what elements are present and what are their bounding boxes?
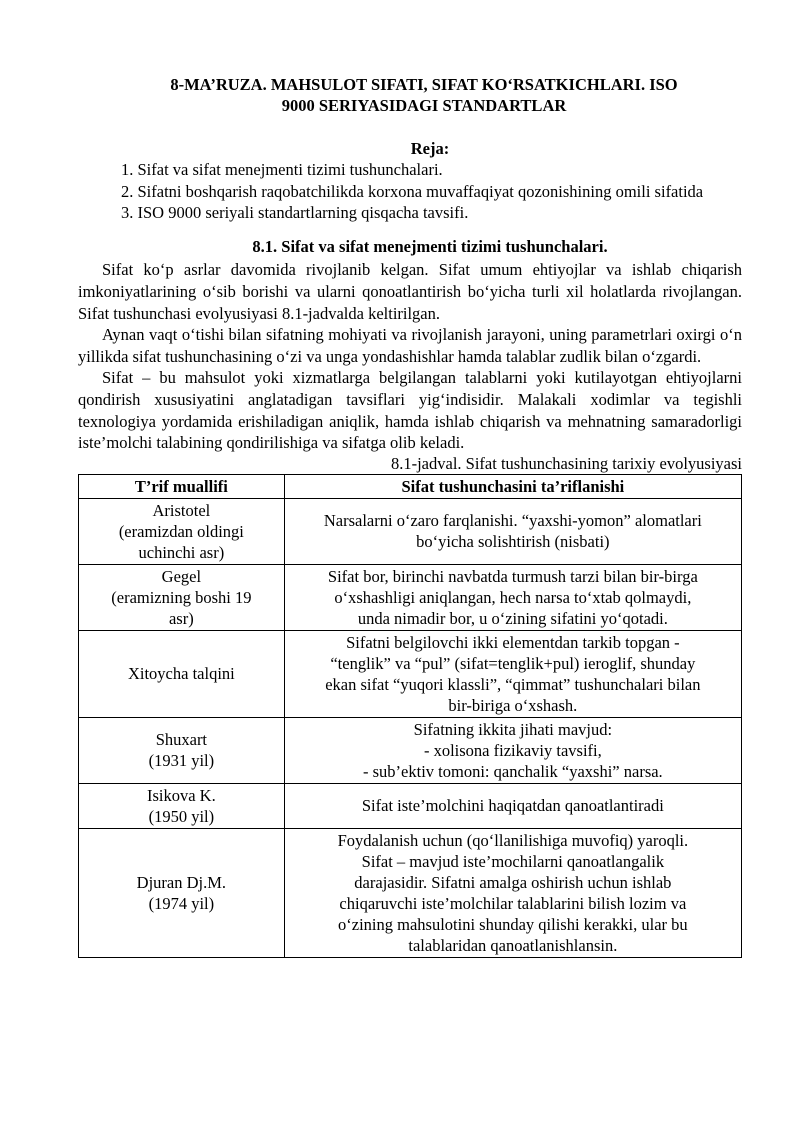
- table-header-row: [79, 474, 742, 498]
- definition-line: talablaridan qanoatlanishlansin.: [408, 935, 618, 955]
- definition-line: Sifatni belgilovchi ikki elementdan tarkib topgan -: [346, 632, 680, 652]
- section-title: 8.1. Sifat va sifat menejmenti tizimi tushunchalari.: [252, 236, 608, 256]
- author-line: uchinchi asr): [138, 542, 225, 562]
- author-line: (eramizdan oldingi: [118, 521, 244, 541]
- author-cell: [79, 630, 285, 717]
- evolution-table: [78, 474, 742, 958]
- definition-line: darajasidir. Sifatni amalga oshirish uchun ishlab: [354, 872, 672, 892]
- author-line: (eramizning boshi 19: [111, 587, 252, 607]
- author-line: Xitoycha talqini: [127, 664, 235, 684]
- definition-cell: [284, 498, 741, 564]
- table-row: [79, 564, 742, 630]
- table-body: [79, 498, 742, 957]
- plan-item: 1. Sifat va sifat menejmenti tizimi tushunchalari.: [121, 160, 443, 179]
- lecture-title: [78, 74, 742, 116]
- plan-heading: Reja:: [410, 139, 450, 158]
- document-page: [78, 74, 742, 958]
- definition-line: Sifat – mavjud iste’mochilarni qanoatlangalik: [361, 851, 665, 871]
- lecture-title-line-2: 9000 SERIYASIDAGI STANDARTLAR: [281, 96, 567, 115]
- plan-list: [78, 159, 742, 224]
- author-line: (1974 yil): [148, 893, 215, 913]
- definition-line: - sub’ektiv tomoni: qanchalik “yaxshi” narsa.: [363, 761, 663, 781]
- definition-line: bo‘yicha solishtirish (nisbati): [416, 532, 610, 552]
- definition-line: o‘zining mahsulotini shunday qilishi kerakki, ular bu: [338, 914, 688, 934]
- definition-line: bir-biriga o‘xshash.: [448, 695, 578, 715]
- plan-item: 3. ISO 9000 seriyali standartlarning qisqacha tavsifi.: [121, 203, 469, 223]
- definition-cell: [284, 630, 741, 717]
- author-line: (1931 yil): [148, 751, 215, 771]
- table-caption: 8.1-jadval. Sifat tushunchasining tarixiy evolyusiyasi: [390, 453, 742, 473]
- lecture-title-line-1: 8-MA’RUZA. MAHSULOT SIFATI, SIFAT KO‘RSATKICHLARI. ISO: [170, 75, 678, 94]
- definition-line: “tenglik” va “pul” (sifat=tenglik+pul) ieroglif, shunday: [330, 653, 696, 673]
- definition-line: Narsalarni o‘zaro farqlanishi. “yaxshi-yomon” alomatlari: [323, 511, 702, 531]
- definition-line: o‘xshashligi aniqlangan, hech narsa to‘xtab qolmaydi,: [334, 587, 692, 607]
- table-row: [79, 498, 742, 564]
- definition-line: unda nimadir bor, u o‘zining sifatini yo‘qotadi.: [357, 608, 668, 628]
- author-cell: [79, 717, 285, 783]
- author-line: Gegel: [161, 566, 202, 586]
- definition-line: Sifatning ikkita jihati mavjud:: [413, 719, 613, 739]
- definition-cell: [284, 717, 741, 783]
- author-line: Aristotel: [152, 500, 211, 520]
- table-row: [79, 717, 742, 783]
- definition-line: - xolisona fizikaviy tavsifi,: [423, 740, 602, 760]
- plan-item: 2. Sifatni boshqarish raqobatchilikda korxona muvaffaqiyat qozonishining omili sifatida: [121, 181, 704, 201]
- body-paragraph: Sifat – bu mahsulot yoki xizmatlarga belgilangan talablarni yoki kutilayotgan ehtiyojlarni qondirish xususiyatini anglatadigan tavsiflari yig‘indisidir. Malakali xodimlar va tegishli texnologiya yordamida erishiladigan aniqlik, hamda ishlab chiqarish va mehnatning samaradorligi iste’molchi talabining qondirilishiga va sifatga olib keladi.: [78, 368, 742, 453]
- table-row: [79, 783, 742, 828]
- author-line: Djuran Dj.M.: [136, 872, 227, 892]
- body-paragraph: Sifat ko‘p asrlar davomida rivojlanib kelgan. Sifat umum ehtiyojlar va ishlab chiqarish imkoniyatlarining o‘sib borishi va ularni qonoatlantirish bo‘yicha turli xil holatlarda rivojlangan. Sifat tushunchasi evolyusiyasi 8.1-jadvalda keltirilgan.: [78, 260, 742, 323]
- definition-line: Sifat iste’molchini haqiqatdan qanoatlantiradi: [361, 796, 664, 816]
- author-cell: [79, 783, 285, 828]
- table-row: [79, 828, 742, 957]
- table-row: [79, 630, 742, 717]
- definition-line: Sifat bor, birinchi navbatda turmush tarzi bilan bir-birga: [327, 566, 698, 586]
- definition-cell: [284, 783, 741, 828]
- author-line: (1950 yil): [148, 806, 215, 826]
- header-definition: Sifat tushunchasini ta’riflanishi: [284, 474, 741, 498]
- author-line: asr): [168, 608, 194, 628]
- definition-line: Foydalanish uchun (qo‘llanilishiga muvofiq) yaroqli.: [337, 830, 689, 850]
- author-line: Isikova K.: [146, 785, 216, 805]
- definition-cell: [284, 828, 741, 957]
- definition-line: ekan sifat “yuqori klassli”, “qimmat” tushunchalari bilan: [325, 674, 701, 694]
- body-paragraph: Aynan vaqt o‘tishi bilan sifatning mohiyati va rivojlanish jarayoni, uning parametrlari oxirgi o‘n yillikda sifat tushunchasining o‘zi va unga yondashishlar hamda talablar zudlik bilan o‘zgardi.: [78, 325, 742, 366]
- definition-cell: [284, 564, 741, 630]
- author-line: Shuxart: [155, 730, 208, 750]
- author-cell: [79, 828, 285, 957]
- header-author: T’rif muallifi: [79, 474, 285, 498]
- definition-line: chiqaruvchi iste’molchilar talablarini bilish lozim va: [339, 893, 687, 913]
- author-cell: [79, 498, 285, 564]
- author-cell: [79, 564, 285, 630]
